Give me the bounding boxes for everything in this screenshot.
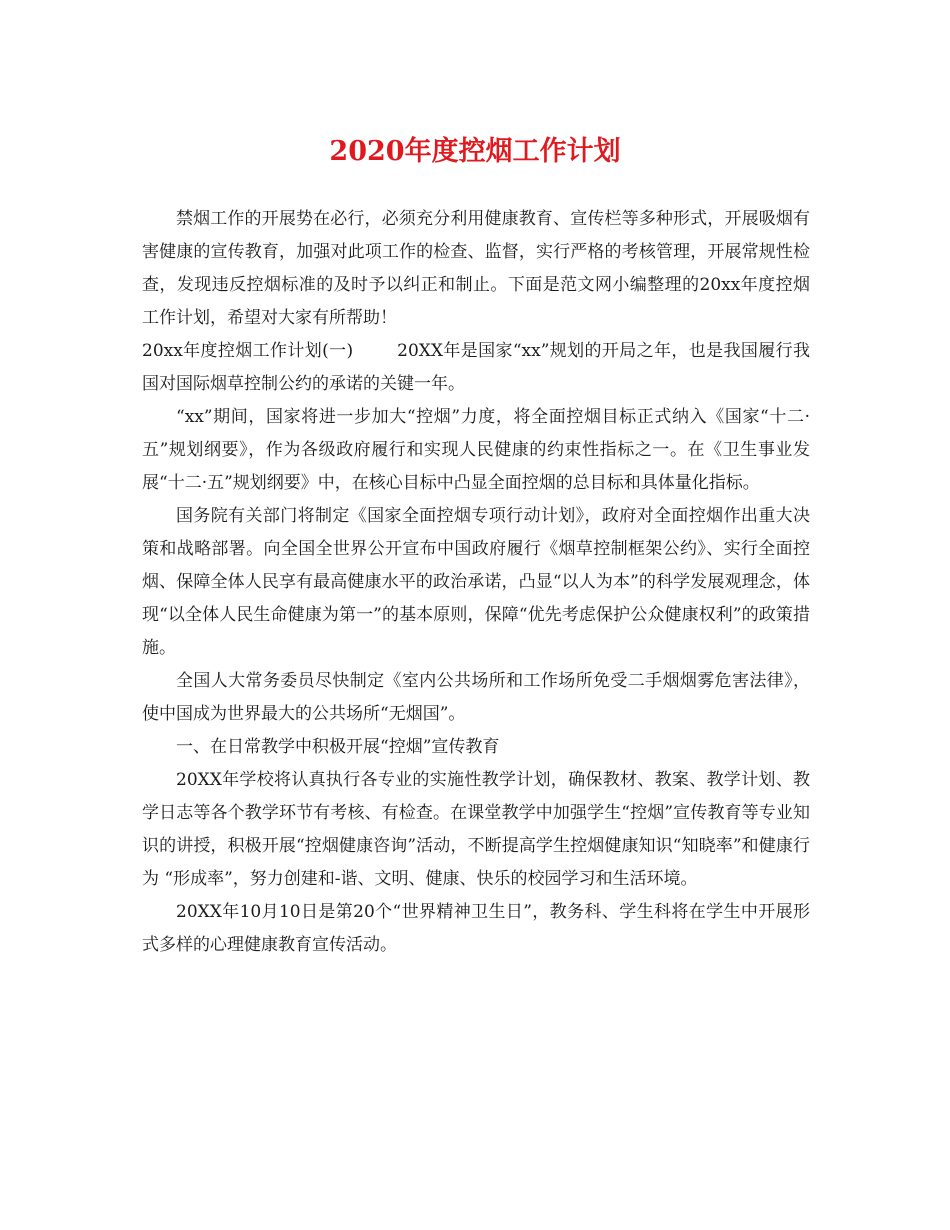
paragraph-national-plan: “xx”期间，国家将进一步加大“控烟”力度，将全面控烟目标正式纳入《国家“十二·五”规划纲要》，作为各级政府履行和实现人民健康的约束性指标之一。在《卫生事业发展“十二·五”规划纲要》中，在核心目标中凸显全面控烟的总目标和具体量化指标。 <box>142 407 810 493</box>
paragraph-intro: 禁烟工作的开展势在必行，必须充分利用健康教育、宣传栏等多种形式，开展吸烟有害健康的宣传教育，加强对此项工作的检查、监督，实行严格的考核管理，开展常规性检查，发现违反控烟标准的及时予以纠正和制止。下面是范文网小编整理的20xx年度控烟工作计划，希望对大家有所帮助！ <box>142 209 810 328</box>
document-title: 2020年度控烟工作计划 <box>329 136 621 167</box>
paragraph-plan-one <box>142 335 810 401</box>
paragraph-teaching: 20XX年学校将认真执行各专业的实施性教学计划，确保教材、教案、教学计划、教学日志等各个教学环节有考核、有检查。在课堂教学中加强学生“控烟”宣传教育等专业知识的讲授，积极开展“控烟健康咨询”活动，不断提高学生控烟健康知识“知晓率”和健康行为 “形成率”，努力创建和-谐、文明、健康、快乐的校园学习和生活环境。 <box>142 770 810 889</box>
document-body <box>142 203 810 962</box>
paragraph-plan-one-text: 20XX年是国家“xx”规划的开局之年，也是我国履行我国对国际烟草控制公约的承诺的关键一年。 <box>142 341 810 394</box>
paragraph-npc-law: 全国人大常务委员尽快制定《室内公共场所和工作场所免受二手烟烟雾危害法律》，使中国成为世界最大的公共场所“无烟国”。 <box>142 671 810 724</box>
paragraph-state-council: 国务院有关部门将制定《国家全面控烟专项行动计划》，政府对全面控烟作出重大决策和战略部署。向全国全世界公开宣布中国政府履行《烟草控制框架公约》、实行全面控烟、保障全体人民享有最高健康水平的政治承诺，凸显“以人为本”的科学发展观理念，体现“以全体人民生命健康为第一”的基本原则，保障“优先考虑保护公众健康权利”的政策措施。 <box>142 506 810 658</box>
section-heading-one: 一、在日常教学中积极开展“控烟”宣传教育 <box>176 737 500 757</box>
section-heading-plan-one: 20xx年度控烟工作计划(一) <box>142 341 354 361</box>
paragraph-mental-health-day: 20XX年10月10日是第20个“世界精神卫生日”，教务科、学生科将在学生中开展形式多样的心理健康教育宣传活动。 <box>142 902 810 955</box>
